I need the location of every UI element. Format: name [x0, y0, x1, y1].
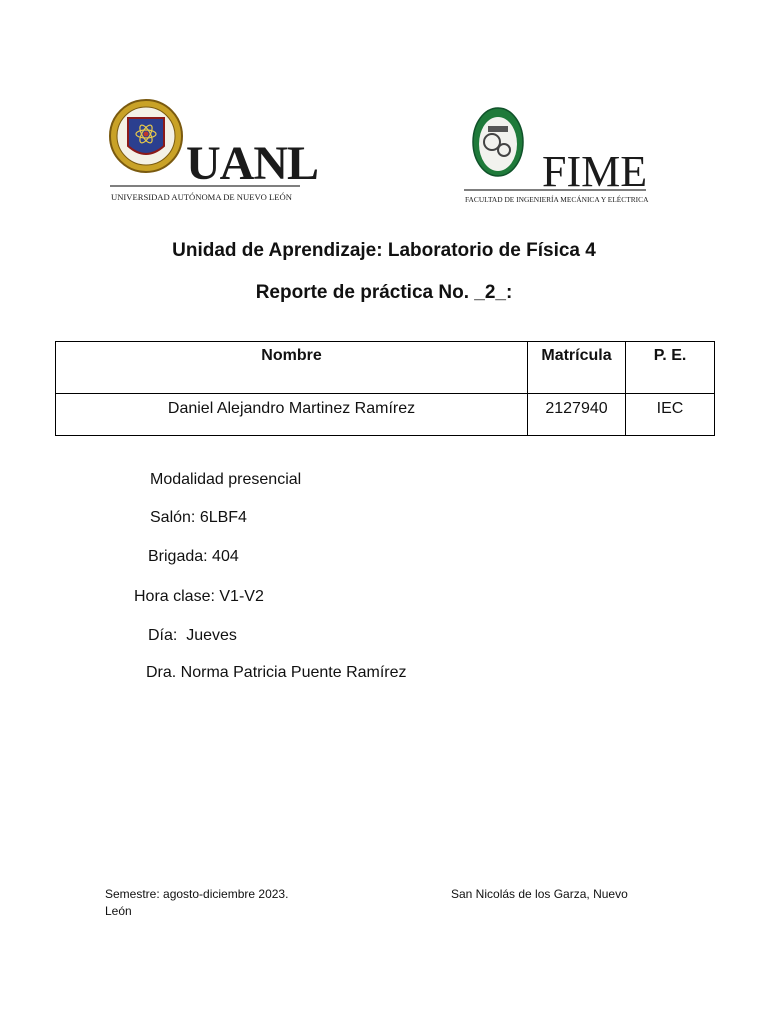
lugar-continuation-text: León — [105, 904, 132, 918]
docente-text: Dra. Norma Patricia Puente Ramírez — [146, 664, 407, 681]
cell-pe: IEC — [626, 394, 715, 436]
report-title: Reporte de práctica No. _2_: — [255, 282, 513, 303]
uanl-logo — [108, 96, 319, 208]
fime-wordmark: FIME — [542, 147, 648, 196]
lugar-text: San Nicolás de los Garza, Nuevo — [451, 887, 628, 901]
cell-nombre: Daniel Alejandro Martinez Ramírez — [56, 394, 528, 436]
uanl-subtitle: UNIVERSIDAD AUTÓNOMA DE NUEVO LEÓN — [111, 192, 292, 202]
brigada-text: Brigada: 404 — [148, 548, 239, 565]
header-pe: P. E. — [626, 342, 715, 394]
table-row — [56, 394, 715, 436]
fime-subtitle: FACULTAD DE INGENIERÍA MECÁNICA Y ELÉCTRICA — [465, 195, 649, 204]
table-header-row — [56, 342, 715, 394]
modalidad-text: Modalidad presencial — [150, 471, 302, 488]
fime-logo — [462, 104, 652, 208]
uanl-wordmark: UANL — [186, 137, 319, 190]
salon-text: Salón: 6LBF4 — [150, 509, 247, 526]
header-nombre: Nombre — [56, 342, 528, 394]
hora-clase-text: Hora clase: V1-V2 — [134, 588, 264, 605]
course-title: Unidad de Aprendizaje: Laboratorio de Física 4 — [172, 240, 596, 261]
students-table — [55, 341, 715, 436]
header-matricula: Matrícula — [528, 342, 626, 394]
dia-text: Día: Jueves — [148, 627, 237, 644]
semestre-text: Semestre: agosto-diciembre 2023. — [105, 887, 289, 901]
cell-matricula: 2127940 — [528, 394, 626, 436]
